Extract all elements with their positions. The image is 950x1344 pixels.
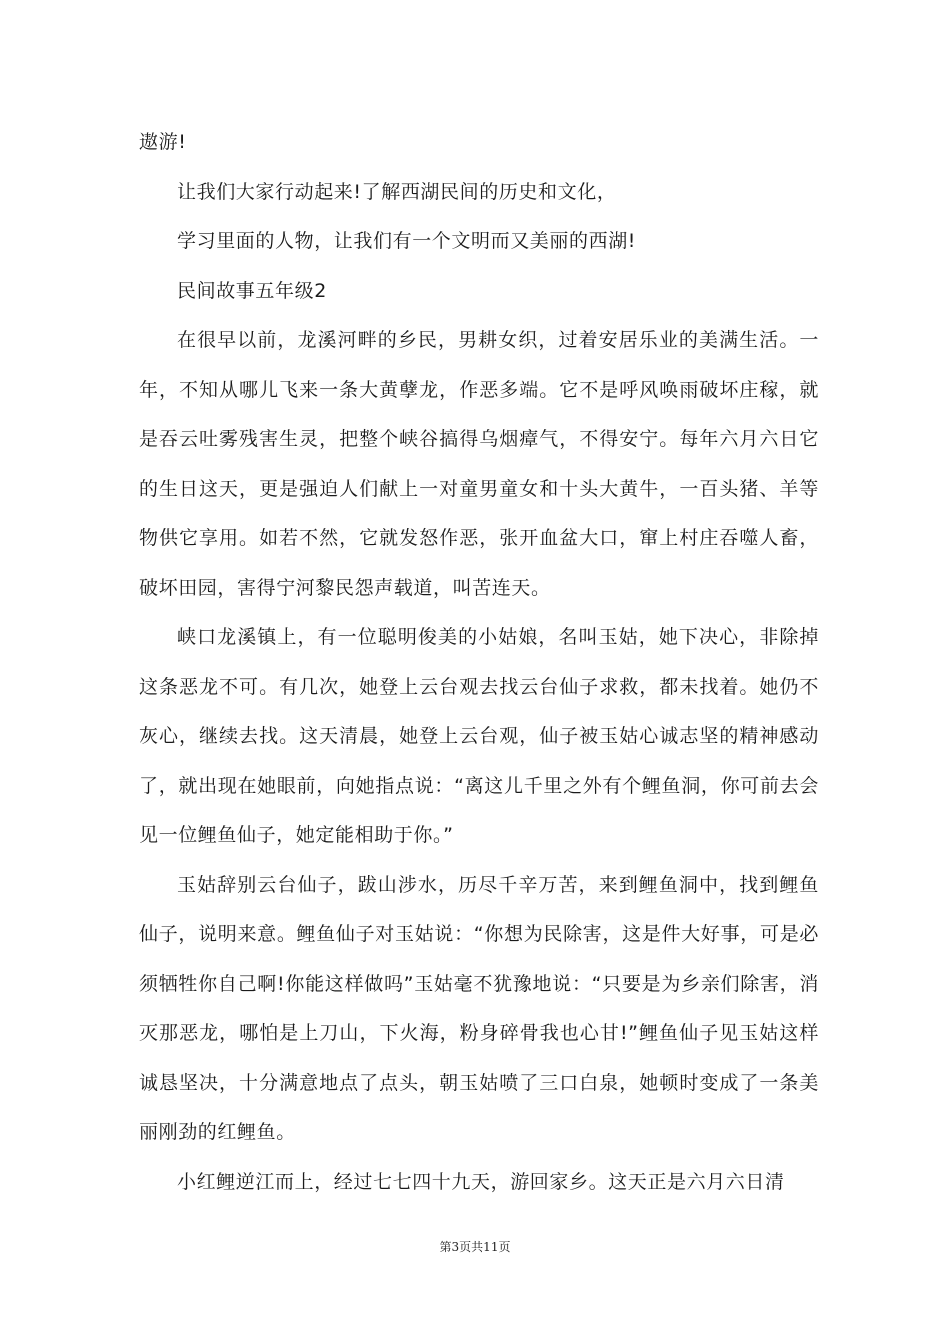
document-body xyxy=(139,118,819,1207)
paragraph-3: 学习里面的人物，让我们有一个文明而又美丽的西湖! xyxy=(177,230,637,252)
paragraph-2: 让我们大家行动起来!了解西湖民间的历史和文化， xyxy=(177,180,617,203)
paragraph-5: 在很早以前，龙溪河畔的乡民，男耕女织，过着安居乐业的美满生活。一年，不知从哪儿飞来一条大黄孽龙，作恶多端。它不是呼风唤雨破坏庄稼，就是吞云吐雾残害生灵，把整个峡谷搞得乌烟瘴气，不得安宁。每年六月六日它的生日这天，更是强迫人们献上一对童男童女和十头大黄牛，一百头猪、羊等物供它享用。如若不然，它就发怒作恶，张开血盆大口，窜上村庄吞噬人畜，破坏田园，害得宁河黎民怨声载道，叫苦连天。 xyxy=(139,329,819,599)
page-number-footer: 第3页共11页 xyxy=(439,1240,511,1254)
section-heading: 民间故事五年级2 xyxy=(177,279,327,302)
paragraph-6: 峡口龙溪镇上，有一位聪明俊美的小姑娘，名叫玉姑，她下决心，非除掉这条恶龙不可。有几次，她登上云台观去找云台仙子求救，都未找着。她仍不灰心，继续去找。这天清晨，她登上云台观，仙子被玉姑心诚志坚的精神感动了，就出现在她眼前，向她指点说：“离这儿千里之外有个鲤鱼洞，你可前去会见一位鲤鱼仙子，她定能相助于你。” xyxy=(139,626,819,846)
paragraph-7: 玉姑辞别云台仙子，跋山涉水，历尽千辛万苦，来到鲤鱼洞中，找到鲤鱼仙子，说明来意。鲤鱼仙子对玉姑说：“你想为民除害，这是件大好事，可是必须牺牲你自己啊!你能这样做吗”玉姑毫不犹豫地说：“只要是为乡亲们除害，消灭那恶龙，哪怕是上刀山，下火海，粉身碎骨我也心甘!”鲤鱼仙子见玉姑这样诚恳坚决，十分满意地点了点头，朝玉姑喷了三口白泉，她顿时变成了一条美丽刚劲的红鲤鱼。 xyxy=(139,873,819,1143)
paragraph-8: 小红鲤逆江而上，经过七七四十九天，游回家乡。这天正是六月六日清 xyxy=(177,1170,785,1193)
paragraph-1: 遨游! xyxy=(139,131,187,153)
